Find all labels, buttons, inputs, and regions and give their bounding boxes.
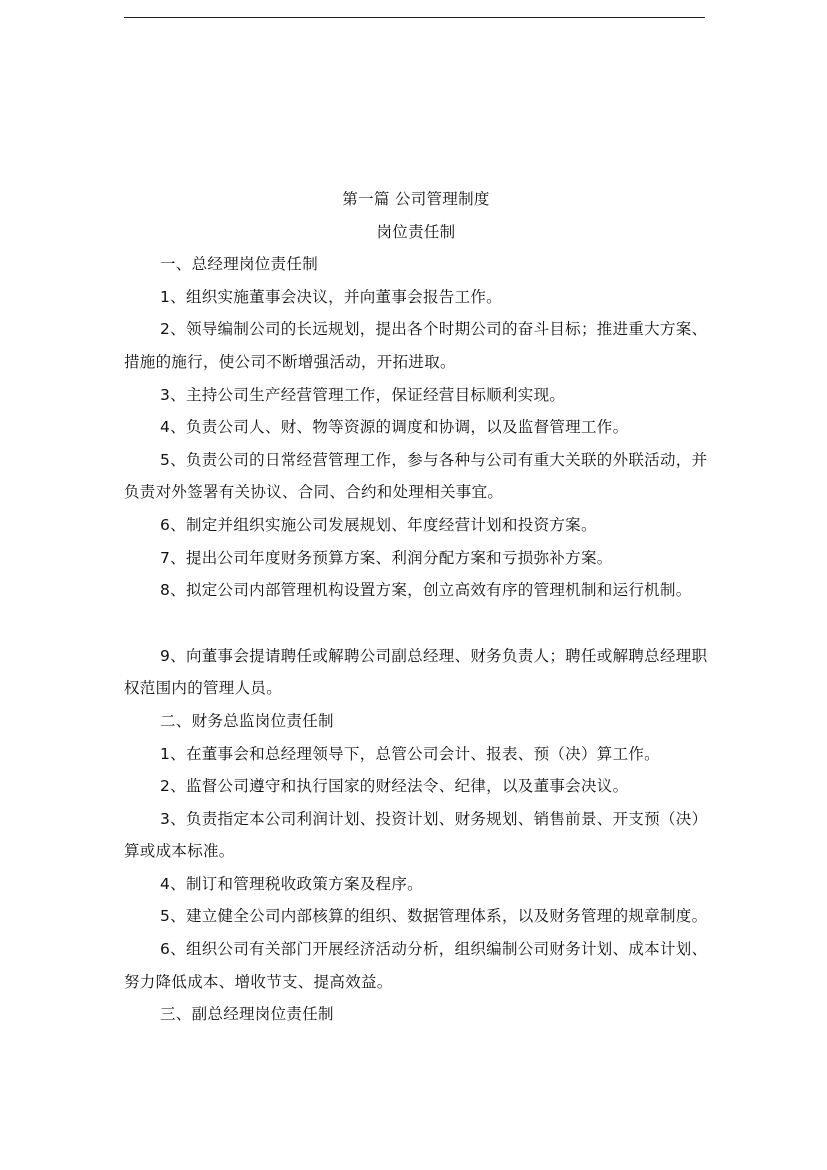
list-item: 4、制订和管理税收政策方案及程序。 bbox=[160, 874, 423, 893]
section-heading-deputy-general-manager: 三、副总经理岗位责任制 bbox=[160, 1005, 334, 1024]
document-title: 第一篇 公司管理制度 bbox=[342, 190, 490, 208]
list-item: 5、建立健全公司内部核算的组织、数据管理体系，以及财务管理的规章制度。 bbox=[160, 907, 708, 926]
list-item: 2、监督公司遵守和执行国家的财经法令、纪律，以及董事会决议。 bbox=[160, 777, 629, 796]
list-item: 7、提出公司年度财务预算方案、利润分配方案和亏损弥补方案。 bbox=[160, 548, 613, 567]
list-item: 2、领导编制公司的长远规划，提出各个时期公司的奋斗目标；推进重大方案、措施的施行，使公司不断增强活动，开拓进取。 bbox=[124, 320, 708, 371]
document-subtitle: 岗位责任制 bbox=[376, 222, 456, 241]
list-item: 4、负责公司人、财、物等资源的调度和协调，以及监督管理工作。 bbox=[160, 418, 629, 437]
section-heading-general-manager: 一、总经理岗位责任制 bbox=[160, 255, 319, 274]
list-item: 8、拟定公司内部管理机构设置方案，创立高效有序的管理机制和运行机制。 bbox=[160, 581, 692, 600]
list-item: 3、主持公司生产经营管理工作，保证经营目标顺利实现。 bbox=[160, 385, 566, 404]
list-item: 3、负责指定本公司利润计划、投资计划、财务规划、销售前景、开支预（决）算或成本标准。 bbox=[124, 809, 708, 861]
list-item: 9、向董事会提请聘任或解聘公司副总经理、财务负责人；聘任或解聘总经理职权范围内的管理人员。 bbox=[124, 646, 708, 698]
list-item: 5、负责公司的日常经营管理工作，参与各种与公司有重大关联的外联活动，并负责对外签署有关协议、合同、合约和处理相关事宜。 bbox=[124, 450, 708, 502]
paragraph-gap bbox=[124, 607, 708, 640]
section-heading-cfo: 二、财务总监岗位责任制 bbox=[160, 711, 334, 730]
list-item: 1、组织实施董事会决议，并向董事会报告工作。 bbox=[160, 287, 502, 306]
list-item: 6、制定并组织实施公司发展规划、年度经营计划和投资方案。 bbox=[160, 515, 597, 534]
list-item: 1、在董事会和总经理领导下，总管公司会计、报表、预（决）算工作。 bbox=[160, 744, 660, 763]
list-item: 6、组织公司有关部门开展经济活动分析，组织编制公司财务计划、成本计划、努力降低成本、增收节支、提高效益。 bbox=[124, 940, 708, 991]
header-rule bbox=[124, 17, 705, 18]
document-body bbox=[124, 183, 708, 1031]
